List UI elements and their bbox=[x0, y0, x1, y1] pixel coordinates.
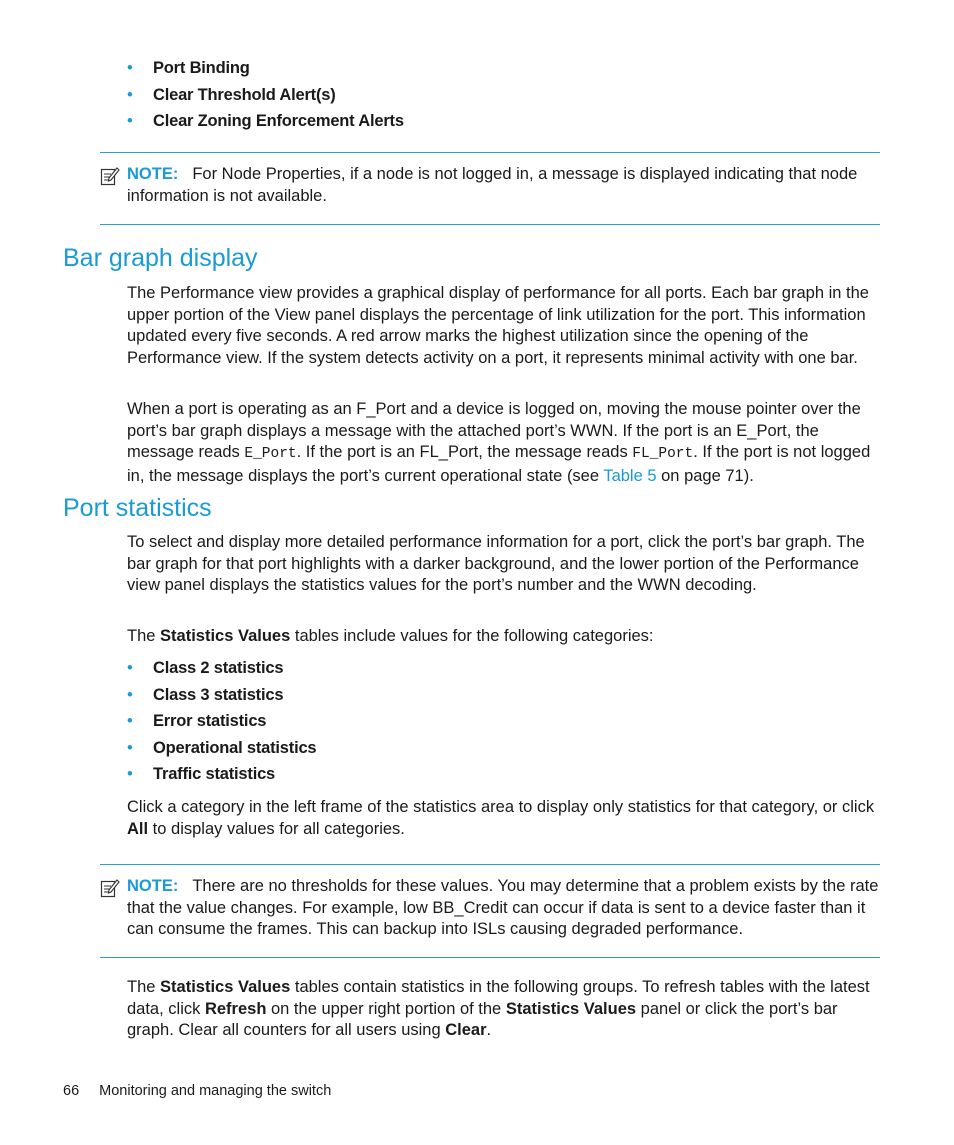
page-footer bbox=[63, 1083, 331, 1099]
note-body bbox=[100, 876, 880, 941]
paragraph: To select and display more detailed performance information for a port, click the port’s bar graph. The bar graph for that port highlights with a darker background, and the lower portion of the Performance view panel displays the statistics values for the port’s number and the WWN decoding. bbox=[127, 533, 865, 594]
section-heading-bar-graph: Bar graph display bbox=[63, 244, 258, 272]
text-run: When a port is operating as an F_Port and a device is logged on, moving the mouse pointer over the port’s bar graph displays a message with the attached port’s WWN. If the port is an E_Port, the message reads bbox=[127, 400, 861, 461]
text-run: panel or click the port’s bar graph. Clear all counters for all users using bbox=[127, 999, 838, 1039]
list-item: • Error statistics bbox=[127, 708, 316, 735]
note-pencil-icon bbox=[100, 166, 120, 186]
note-body bbox=[100, 164, 880, 207]
note-text: For Node Properties, if a node is not logged in, a message is displayed indicating that node information is not available. bbox=[127, 165, 858, 205]
code-fl-port: FL_Port bbox=[632, 446, 694, 462]
note-label: NOTE: bbox=[127, 165, 179, 183]
list-item: • Class 3 statistics bbox=[127, 682, 316, 709]
bold-term: All bbox=[127, 819, 149, 838]
text-run: The bbox=[127, 978, 161, 996]
bold-term: Statistics Values bbox=[160, 627, 291, 645]
text-run: Click a category in the left frame of the statistics area to display only statistics for that category, or click bbox=[127, 798, 875, 816]
text-run: . If the port is an FL_Port, the message reads bbox=[296, 443, 633, 461]
paragraph bbox=[127, 977, 879, 1042]
bold-term: Refresh bbox=[204, 999, 267, 1018]
text-run: on page 71). bbox=[656, 466, 754, 485]
list-item: • Traffic statistics bbox=[127, 761, 316, 788]
list-item: • Operational statistics bbox=[127, 735, 316, 762]
paragraph bbox=[127, 626, 879, 648]
note-box bbox=[100, 864, 880, 958]
table-5-link[interactable]: Table 5 bbox=[603, 466, 657, 485]
text-run: on the upper right portion of the bbox=[266, 999, 506, 1018]
footer-title: Monitoring and managing the switch bbox=[99, 1083, 332, 1099]
section-heading-port-statistics: Port statistics bbox=[63, 494, 212, 522]
paragraph bbox=[127, 399, 879, 487]
text-run: . If the port is not logged in, the message displays the port’s current operational state (see bbox=[127, 443, 871, 485]
list-item: • Port Binding bbox=[127, 55, 404, 82]
paragraph bbox=[127, 797, 879, 840]
category-bullet-list bbox=[127, 655, 316, 788]
bold-term: Clear bbox=[445, 1021, 487, 1039]
list-item: • Class 2 statistics bbox=[127, 655, 316, 682]
text-run: tables include values for the following categories: bbox=[290, 627, 654, 645]
paragraph: The Performance view provides a graphical display of performance for all ports. Each bar graph in the upper portion of the View panel displays the percentage of link utilization for the port. This information updated every five seconds. A red arrow marks the highest utilization since the opening of the Performance view. If the system detects activity on a port, it represents minimal activity with one bar. bbox=[127, 284, 869, 367]
bold-term: Statistics Values bbox=[160, 978, 291, 996]
text-run: tables contain statistics in the following groups. To refresh tables with the latest data, click bbox=[127, 978, 870, 1018]
top-bullet-list bbox=[127, 55, 404, 135]
list-item: • Clear Threshold Alert(s) bbox=[127, 82, 404, 109]
text-run: The bbox=[127, 627, 161, 645]
note-box bbox=[100, 152, 880, 225]
text-run: to display values for all categories. bbox=[148, 819, 405, 838]
bold-term: Statistics Values bbox=[505, 999, 637, 1018]
note-text: There are no thresholds for these values. You may determine that a problem exists by the rate that the value changes. For example, low BB_Credit can occur if data is sent to a device faster than it can consume the frames. This can backup into ISLs causing degraded performance. bbox=[127, 877, 879, 938]
text-run: . bbox=[486, 1021, 492, 1039]
page-number: 66 bbox=[63, 1083, 80, 1099]
code-e-port: E_Port bbox=[244, 446, 297, 462]
list-item: • Clear Zoning Enforcement Alerts bbox=[127, 108, 404, 135]
note-pencil-icon bbox=[100, 878, 120, 898]
note-label: NOTE: bbox=[127, 877, 179, 895]
